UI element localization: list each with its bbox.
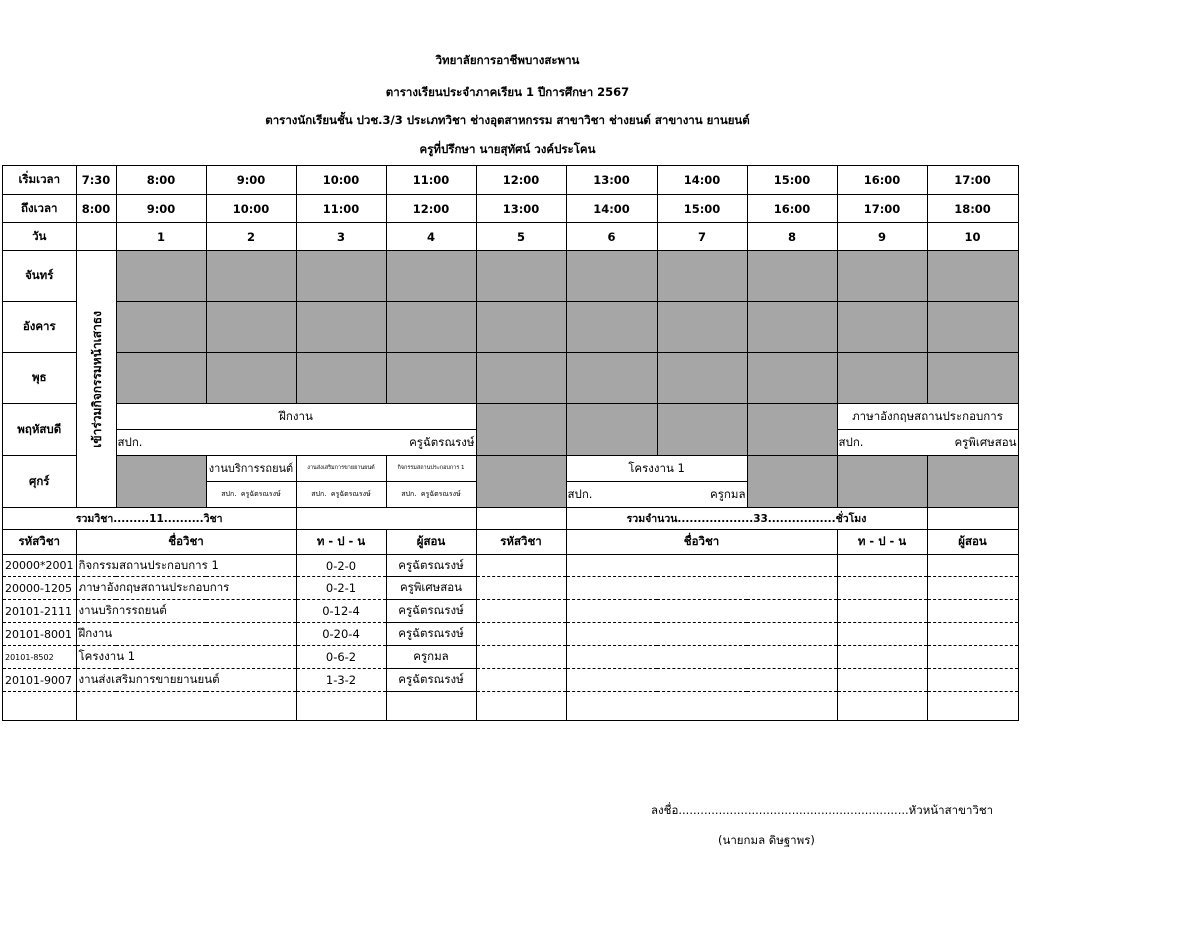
assembly-end: 8:00 [76,195,116,223]
subject-tpn: 0-12-4 [296,600,386,623]
day-tuesday: อังคาร [3,302,77,353]
empty-cell [76,692,296,721]
empty-slot [747,251,837,302]
empty-slot [476,302,566,353]
empty-cell [566,623,837,646]
empty-cell [927,555,1018,577]
start-time: 16:00 [837,166,927,195]
college-name: วิทยาลัยการอาชีพบางสะพาน [435,53,580,67]
period-number: 10 [927,223,1018,251]
project-name: โครงงาน 1 [567,456,747,482]
day-friday: ศุกร์ [3,456,77,508]
end-label: ถึงเวลา [3,195,77,223]
empty-cell [296,508,476,530]
empty-slot [206,302,296,353]
empty-slot [747,353,837,404]
empty-slot [747,456,837,508]
subject-name: โครงงาน 1 [76,646,296,669]
end-time: 9:00 [116,195,206,223]
subject-teacher: ครูพิเศษสอน [386,577,476,600]
subject-tpn: 0-20-4 [296,623,386,646]
subject-name: งานส่งเสริมการขายยานยนต์ [76,669,296,692]
subject-row [3,669,1019,692]
subject-code: 20000-1205 [3,577,77,600]
end-time: 15:00 [657,195,747,223]
teacher-header: ผู้สอน [927,530,1018,555]
empty-slot [476,404,566,456]
period-number: 2 [206,223,296,251]
service-room: สปก. [221,490,237,498]
training-slot [116,404,476,456]
empty-cell [927,508,1018,530]
start-time: 14:00 [657,166,747,195]
empty-cell [566,577,837,600]
empty-cell [476,508,566,530]
empty-slot [296,302,386,353]
empty-cell [927,692,1018,721]
empty-cell [837,577,927,600]
empty-cell [927,669,1018,692]
empty-slot [296,353,386,404]
day-label: วัน [3,223,77,251]
start-time: 10:00 [296,166,386,195]
signature-line: ลงชื่อ...............................................................หัวหน้าสาขาวิชา [651,803,994,817]
class-line: ตารางนักเรียนชั้น ปวช.3/3 ประเภทวิชา ช่างอุตสาหกรรม สาขาวิชา ช่างยนต์ สาขางาน ยานยนต์ [265,113,750,127]
period-number: 8 [747,223,837,251]
empty-slot [566,251,657,302]
end-time: 18:00 [927,195,1018,223]
empty-slot [116,456,206,508]
empty-cell [476,692,566,721]
subject-row [3,555,1019,577]
subject-row-empty [3,692,1019,721]
name-header: ชื่อวิชา [566,530,837,555]
empty-cell [476,555,566,577]
empty-slot [206,353,296,404]
thursday-row [3,404,1019,456]
english-slot [837,404,1018,456]
code-header: รหัสวิชา [476,530,566,555]
empty-cell [837,623,927,646]
schedule-title: ตารางเรียนประจำภาคเรียน 1 ปีการศึกษา 2567 [385,85,630,99]
subject-name: กิจกรรมสถานประกอบการ 1 [76,555,296,577]
sales-room: สปก. [311,490,327,498]
empty-slot [657,353,747,404]
subject-tpn: 0-2-0 [296,555,386,577]
subject-teacher: ครูฉัตรณรงษ์ [386,669,476,692]
name-header: ชื่อวิชา [76,530,296,555]
start-label: เริ่มเวลา [3,166,77,195]
empty-slot [386,353,476,404]
empty-slot [837,456,927,508]
timetable [2,165,1019,721]
advisor-line: ครูที่ปรึกษา นายสุทัศน์ วงค์ประโคน [419,142,596,156]
empty-slot [386,251,476,302]
totals-row [3,508,1019,530]
period-number: 5 [476,223,566,251]
empty-slot [657,251,747,302]
end-time: 16:00 [747,195,837,223]
start-time-row [3,166,1019,195]
tpn-header: ท - ป - น [837,530,927,555]
assembly-cell [76,251,116,508]
assembly-start: 7:30 [76,166,116,195]
service-slot [206,456,296,508]
training-teacher: ครูฉัตรณรงษ์ [409,435,475,449]
empty-slot [837,353,927,404]
project-slot [566,456,747,508]
sales-slot [296,456,386,508]
english-name: ภาษาอังกฤษสถานประกอบการ [838,404,1018,430]
tuesday-row [3,302,1019,353]
tpn-header: ท - ป - น [296,530,386,555]
subject-code: 20101-2111 [3,600,77,623]
service-name: งานบริการรถยนต์ [207,456,296,482]
empty-cell [927,623,1018,646]
empty-slot [657,404,747,456]
subject-tpn: 1-3-2 [296,669,386,692]
activity-room: สปก. [401,490,417,498]
start-time: 13:00 [566,166,657,195]
empty-cell [837,646,927,669]
empty-cell [566,600,837,623]
empty-slot [927,456,1018,508]
subject-name: ภาษาอังกฤษสถานประกอบการ [76,577,296,600]
project-teacher: ครูกมล [710,487,746,501]
signature-name: (นายกมล ดิษฐาพร) [718,833,815,847]
friday-row [3,456,1019,508]
empty-slot [476,353,566,404]
empty-cell [476,646,566,669]
subject-tpn: 0-2-1 [296,577,386,600]
day-thursday: พฤหัสบดี [3,404,77,456]
assembly-label: เข้าร่วมกิจกรรมหน้าเสาธง [89,310,104,448]
period-number: 6 [566,223,657,251]
start-time: 17:00 [927,166,1018,195]
empty-slot [386,302,476,353]
empty-slot [657,302,747,353]
period-row [3,223,1019,251]
subject-row [3,577,1019,600]
start-time: 8:00 [116,166,206,195]
activity-teacher: ครูฉัตรณรงษ์ [420,490,461,498]
empty-slot [566,302,657,353]
empty-slot [206,251,296,302]
empty-cell [566,669,837,692]
english-teacher: ครูพิเศษสอน [954,435,1017,449]
subject-name: ฝึกงาน [76,623,296,646]
subject-code: 20101-8001 [3,623,77,646]
period-number: 4 [386,223,476,251]
period-number: 1 [116,223,206,251]
end-time: 12:00 [386,195,476,223]
empty-slot [296,251,386,302]
empty-cell [837,555,927,577]
empty-cell [566,646,837,669]
day-monday: จันทร์ [3,251,77,302]
empty-cell [76,223,116,251]
empty-slot [116,302,206,353]
empty-slot [747,302,837,353]
empty-cell [566,692,837,721]
english-room: สปก. [838,435,864,449]
sales-name: งานส่งเสริมการขายยานยนต์ [297,456,386,482]
subject-code: 20101-9007 [3,669,77,692]
period-number: 9 [837,223,927,251]
empty-cell [476,623,566,646]
period-number: 3 [296,223,386,251]
monday-row [3,251,1019,302]
empty-slot [837,302,927,353]
period-number: 7 [657,223,747,251]
start-time: 12:00 [476,166,566,195]
end-time: 17:00 [837,195,927,223]
empty-cell [476,600,566,623]
empty-slot [747,404,837,456]
empty-slot [566,353,657,404]
subject-code: 20000*2001 [3,555,77,577]
empty-cell [476,669,566,692]
empty-slot [927,302,1018,353]
day-wednesday: พุธ [3,353,77,404]
total-subjects: รวมวิชา.........11..........วิชา [3,508,297,530]
subject-row [3,600,1019,623]
subject-teacher: ครูฉัตรณรงษ์ [386,600,476,623]
teacher-header: ผู้สอน [386,530,476,555]
empty-slot [837,251,927,302]
start-time: 11:00 [386,166,476,195]
wednesday-row [3,353,1019,404]
empty-cell [927,646,1018,669]
empty-cell [386,692,476,721]
training-room: สปก. [117,435,143,449]
subjects-header-row [3,530,1019,555]
empty-cell [296,692,386,721]
subject-code: 20101-8502 [3,646,77,669]
subject-row [3,646,1019,669]
project-room: สปก. [567,487,593,501]
empty-cell [837,669,927,692]
end-time: 11:00 [296,195,386,223]
empty-cell [3,692,77,721]
empty-cell [837,600,927,623]
code-header: รหัสวิชา [3,530,77,555]
end-time-row [3,195,1019,223]
subject-name: งานบริการรถยนต์ [76,600,296,623]
empty-slot [927,251,1018,302]
sales-teacher: ครูฉัตรณรงษ์ [330,490,371,498]
empty-slot [116,353,206,404]
start-time: 15:00 [747,166,837,195]
subject-teacher: ครูฉัตรณรงษ์ [386,623,476,646]
empty-slot [476,251,566,302]
end-time: 10:00 [206,195,296,223]
empty-cell [927,600,1018,623]
activity-name: กิจกรรมสถานประกอบการ 1 [387,456,476,482]
subject-teacher: ครูกมล [386,646,476,669]
empty-cell [476,577,566,600]
subject-row [3,623,1019,646]
end-time: 13:00 [476,195,566,223]
empty-slot [927,353,1018,404]
empty-slot [566,404,657,456]
empty-slot [116,251,206,302]
training-name: ฝึกงาน [117,404,476,430]
service-teacher: ครูฉัตรณรงษ์ [240,490,281,498]
end-time: 14:00 [566,195,657,223]
empty-cell [927,577,1018,600]
empty-cell [566,555,837,577]
empty-slot [476,456,566,508]
activity-slot [386,456,476,508]
total-hours: รวมจำนวน...................33.................ชั่วโมง [566,508,927,530]
subject-tpn: 0-6-2 [296,646,386,669]
empty-cell [837,692,927,721]
start-time: 9:00 [206,166,296,195]
subject-teacher: ครูฉัตรณรงษ์ [386,555,476,577]
